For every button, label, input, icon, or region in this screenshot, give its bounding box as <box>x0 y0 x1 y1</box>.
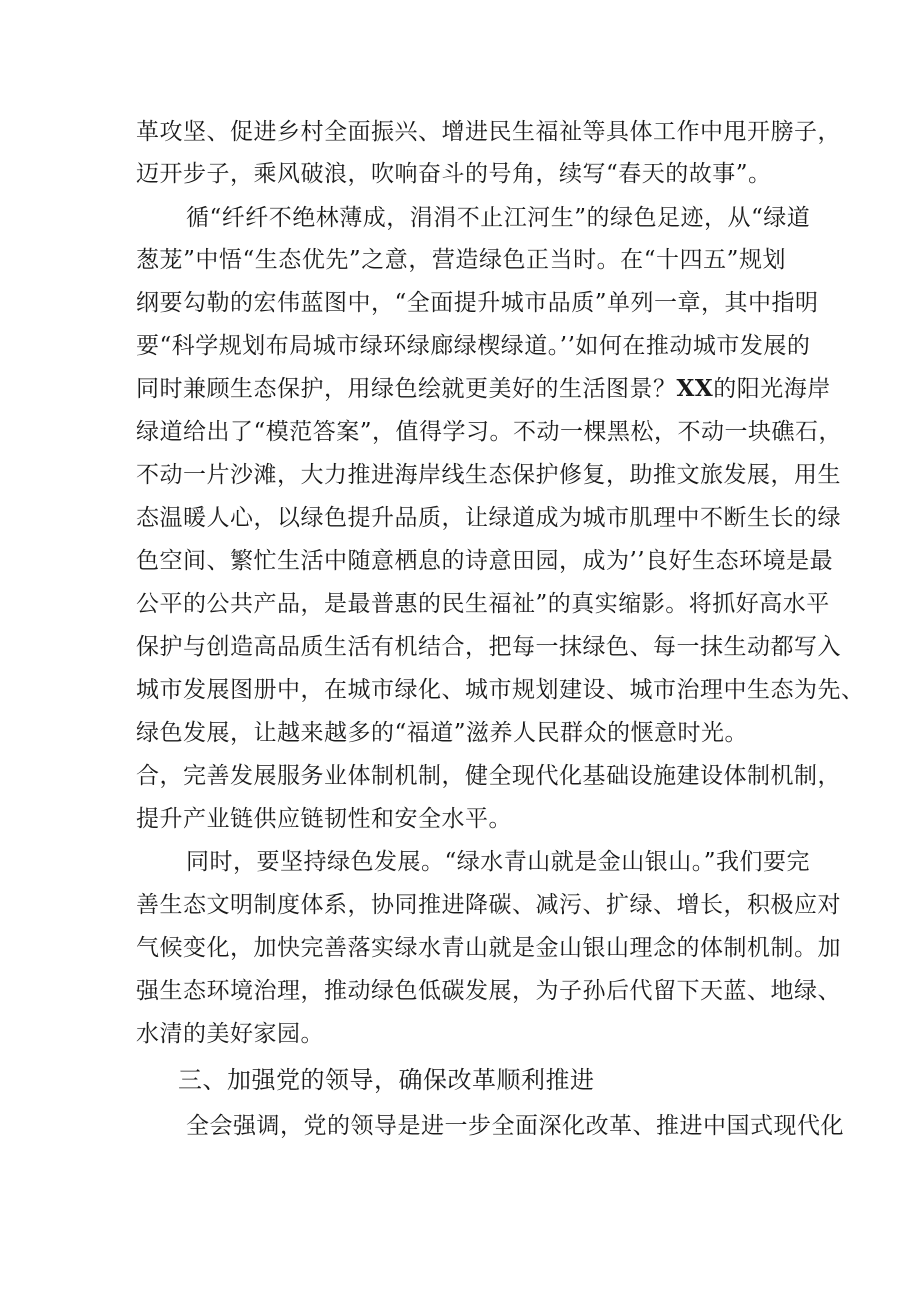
bold-placeholder: XX <box>676 375 714 402</box>
text-line: 善生态文明制度体系，协同推进降碳、减污、扩绿、增长，积极应对 <box>136 892 841 918</box>
text-segment: 同时兼顾生态保护，用绿色绘就更美好的生活图景？ <box>136 376 677 402</box>
text-line: 提升产业链供应链韧性和安全水平。 <box>136 806 512 832</box>
text-line: 气候变化，加快完善落实绿水青山就是金山银山理念的体制机制。加 <box>136 935 841 961</box>
text-line: 不动一片沙滩，大力推进海岸线生态保护修复，助推文旅发展，用生 <box>136 462 841 488</box>
text-line: 全会强调，党的领导是进一步全面深化改革、推进中国式现代化 <box>186 1113 844 1139</box>
text-line: 色空间、繁忙生活中随意栖息的诗意田园，成为’’良好生态环境是最 <box>136 548 834 574</box>
text-line: 保护与创造高品质生活有机结合，把每一抹绿色、每一抹生动都写入 <box>136 634 841 660</box>
text-line: 循“纤纤不绝林薄成，涓涓不止江河生”的绿色足迹，从“绿道 <box>186 205 811 231</box>
text-line: 要“科学规划布局城市绿环绿廊绿楔绿道。’’如何在推动城市发展的 <box>136 333 811 359</box>
text-line: 葱茏”中悟“生态优先”之意，营造绿色正当时。在“十四五”规划 <box>136 247 786 273</box>
text-line: 绿色发展，让越来越多的“福道”滋养人民群众的惬意时光。 <box>136 720 749 746</box>
text-line: 合，完善发展服务业体制机制，健全现代化基础设施建设体制机制， <box>136 763 841 789</box>
text-line: 公平的公共产品，是最普惠的民生福祉”的真实缩影。将抓好高水平 <box>136 591 830 617</box>
text-line: 同时，要坚持绿色发展。“绿水青山就是金山银山。”我们要完 <box>186 849 811 875</box>
section-heading: 三、加强党的领导，确保改革顺利推进 <box>178 1066 595 1094</box>
text-line: 迈开步子，乘风破浪，吹响奋斗的号角，续写“春天的故事”。 <box>136 161 772 187</box>
text-line: 强生态环境治理，推动绿色低碳发展，为子孙后代留下天蓝、地绿、 <box>136 978 841 1004</box>
text-line-mixed <box>136 373 831 405</box>
text-line: 态温暖人心，以绿色提升品质，让绿道成为城市肌理中不断生长的绿 <box>136 505 841 531</box>
text-segment: 的阳光海岸 <box>713 376 831 402</box>
text-line: 革攻坚、促进乡村全面振兴、增进民生福祉等具体工作中甩开膀子， <box>136 119 841 145</box>
text-line: 绿道给出了“模范答案”，值得学习。不动一棵黑松，不动一块礁石， <box>136 419 843 445</box>
text-line: 城市发展图册中，在城市绿化、城市规划建设、城市治理中生态为先、 <box>136 677 865 703</box>
text-line: 纲要勾勒的宏伟蓝图中，“全面提升城市品质”单列一章，其中指明 <box>136 290 819 316</box>
text-line: 水清的美好家园。 <box>136 1021 324 1047</box>
